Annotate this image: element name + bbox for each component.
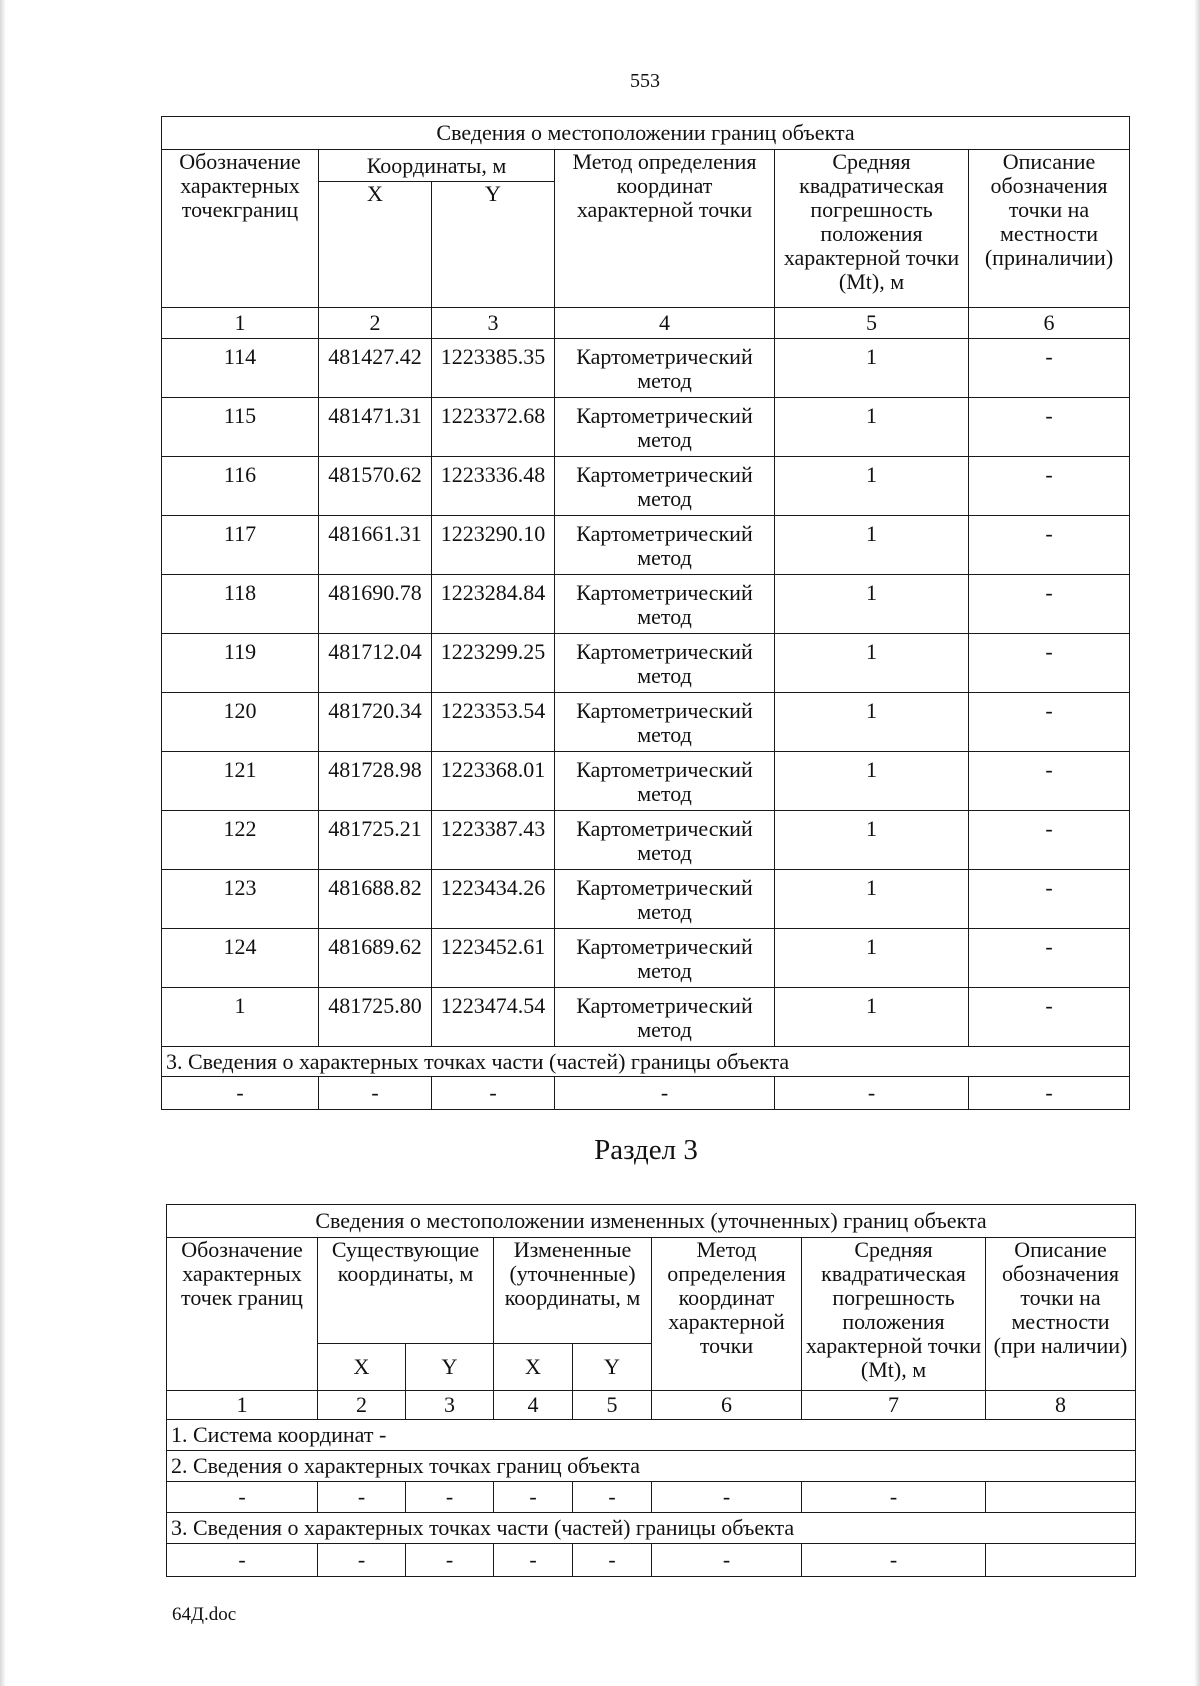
column-number: 7 <box>802 1391 986 1420</box>
cell-description: - <box>969 693 1130 752</box>
cell-y: 1223290.10 <box>432 516 555 575</box>
boundary-location-table <box>161 116 1130 1110</box>
cell-dash: - <box>573 1544 652 1577</box>
column-number: 2 <box>318 1391 406 1420</box>
cell-description: - <box>969 339 1130 398</box>
cell-dash: - <box>494 1544 573 1577</box>
cell-point: 121 <box>162 752 319 811</box>
cell-x: 481720.34 <box>319 693 432 752</box>
cell-dash: - <box>319 1077 432 1110</box>
cell-y: 1223387.43 <box>432 811 555 870</box>
cell-error: 1 <box>775 870 969 929</box>
table-row <box>162 870 1130 929</box>
cell-dash: - <box>167 1544 318 1577</box>
cell-y: 1223372.68 <box>432 398 555 457</box>
cell-description: - <box>969 929 1130 988</box>
cell-dash: - <box>432 1077 555 1110</box>
cell-method: Картометрический метод <box>555 339 775 398</box>
header-y: Y <box>432 182 555 308</box>
cell-method: Картометрический метод <box>555 457 775 516</box>
header-coordinates: Координаты, м <box>319 150 555 182</box>
cell-error: 1 <box>775 811 969 870</box>
cell-error: 1 <box>775 575 969 634</box>
cell-y: 1223452.61 <box>432 929 555 988</box>
table-row <box>162 398 1130 457</box>
cell-method: Картометрический метод <box>555 693 775 752</box>
cell-description: - <box>969 575 1130 634</box>
header-changed-coordinates: Измененные (уточненные) координаты, м <box>494 1238 652 1344</box>
footer-file-name: 64Д.doc <box>172 1604 237 1625</box>
cell-point: 115 <box>162 398 319 457</box>
cell-method: Картометрический метод <box>555 575 775 634</box>
parts-heading-row: 3. Сведения о характерных точках части (частей) границы объекта <box>167 1513 1136 1544</box>
cell-dash: - <box>555 1077 775 1110</box>
header-error: Средняя квадратическая погрешность положения характерной точки (Mt), м <box>802 1238 986 1391</box>
cell-method: Картометрический метод <box>555 870 775 929</box>
table-row <box>162 634 1130 693</box>
points-heading-row: 2. Сведения о характерных точках границ объекта <box>167 1451 1136 1482</box>
cell-dash: - <box>775 1077 969 1110</box>
cell-x: 481570.62 <box>319 457 432 516</box>
table-row <box>162 988 1130 1047</box>
cell-x: 481688.82 <box>319 870 432 929</box>
section-heading: Раздел 3 <box>594 1134 698 1166</box>
cell-dash: - <box>406 1482 494 1513</box>
column-number: 4 <box>494 1391 573 1420</box>
cell-y: 1223284.84 <box>432 575 555 634</box>
cell-point: 118 <box>162 575 319 634</box>
cell-x: 481427.42 <box>319 339 432 398</box>
cell-dash: - <box>406 1544 494 1577</box>
column-number: 4 <box>555 308 775 339</box>
header-designation: Обозначение характерных точекграниц <box>162 150 319 308</box>
cell-point: 122 <box>162 811 319 870</box>
cell-dash: - <box>802 1482 986 1513</box>
column-number: 3 <box>406 1391 494 1420</box>
cell-dash: - <box>652 1544 802 1577</box>
parts-row <box>162 1077 1130 1110</box>
cell-y: 1223336.48 <box>432 457 555 516</box>
cell-description: - <box>969 988 1130 1047</box>
cell-x: 481712.04 <box>319 634 432 693</box>
cell-dash: - <box>573 1482 652 1513</box>
cell-dash <box>986 1482 1136 1513</box>
cell-dash: - <box>318 1482 406 1513</box>
cell-method: Картометрический метод <box>555 811 775 870</box>
table-row <box>162 752 1130 811</box>
column-number: 6 <box>969 308 1130 339</box>
table-row <box>162 693 1130 752</box>
column-number: 1 <box>167 1391 318 1420</box>
cell-point: 120 <box>162 693 319 752</box>
cell-y: 1223368.01 <box>432 752 555 811</box>
header-existing-coordinates: Существующие координаты, м <box>318 1238 494 1344</box>
cell-error: 1 <box>775 693 969 752</box>
cell-error: 1 <box>775 516 969 575</box>
cell-method: Картометрический метод <box>555 398 775 457</box>
cell-y: 1223474.54 <box>432 988 555 1047</box>
cell-description: - <box>969 516 1130 575</box>
table-row <box>162 516 1130 575</box>
cell-method: Картометрический метод <box>555 634 775 693</box>
cell-point: 123 <box>162 870 319 929</box>
header-method: Метод определения координат характерной точки <box>652 1238 802 1391</box>
cell-point: 1 <box>162 988 319 1047</box>
cell-y: 1223353.54 <box>432 693 555 752</box>
page-number: 553 <box>630 70 660 92</box>
cell-dash: - <box>162 1077 319 1110</box>
table-row <box>162 929 1130 988</box>
cell-error: 1 <box>775 752 969 811</box>
cell-point: 116 <box>162 457 319 516</box>
cell-error: 1 <box>775 929 969 988</box>
header-changed-x: X <box>494 1344 573 1391</box>
cell-x: 481661.31 <box>319 516 432 575</box>
cell-method: Картометрический метод <box>555 516 775 575</box>
table-row <box>162 457 1130 516</box>
table-row <box>162 339 1130 398</box>
cell-x: 481728.98 <box>319 752 432 811</box>
cell-point: 114 <box>162 339 319 398</box>
column-number: 6 <box>652 1391 802 1420</box>
cell-description: - <box>969 752 1130 811</box>
cell-dash: - <box>167 1482 318 1513</box>
cell-error: 1 <box>775 634 969 693</box>
cell-x: 481725.21 <box>319 811 432 870</box>
cell-description: - <box>969 457 1130 516</box>
cell-x: 481471.31 <box>319 398 432 457</box>
cell-error: 1 <box>775 988 969 1047</box>
header-method: Метод определения координат характерной точки <box>555 150 775 308</box>
cell-dash: - <box>318 1544 406 1577</box>
cell-point: 124 <box>162 929 319 988</box>
cell-point: 119 <box>162 634 319 693</box>
cell-description: - <box>969 870 1130 929</box>
column-number: 1 <box>162 308 319 339</box>
cell-method: Картометрический метод <box>555 929 775 988</box>
parts-heading-row: 3. Сведения о характерных точках части (частей) границы объекта <box>162 1047 1130 1077</box>
cell-x: 481725.80 <box>319 988 432 1047</box>
column-number: 5 <box>573 1391 652 1420</box>
cell-dash: - <box>494 1482 573 1513</box>
cell-y: 1223434.26 <box>432 870 555 929</box>
column-number: 2 <box>319 308 432 339</box>
column-number: 5 <box>775 308 969 339</box>
cell-error: 1 <box>775 457 969 516</box>
header-changed-y: Y <box>573 1344 652 1391</box>
cell-point: 117 <box>162 516 319 575</box>
table-row <box>162 811 1130 870</box>
cell-x: 481690.78 <box>319 575 432 634</box>
header-existing-y: Y <box>406 1344 494 1391</box>
header-error: Средняя квадратическая погрешность положения характерной точки (Mt), м <box>775 150 969 308</box>
cell-method: Картометрический метод <box>555 988 775 1047</box>
scan-edge-left <box>0 0 6 1686</box>
changed-boundary-table <box>166 1204 1136 1577</box>
header-description: Описание обозначения точки на местности (приналичии) <box>969 150 1130 308</box>
cell-dash: - <box>802 1544 986 1577</box>
cell-dash: - <box>652 1482 802 1513</box>
header-designation: Обозначение характерных точек границ <box>167 1238 318 1391</box>
scan-edge-right <box>1194 0 1200 1686</box>
cell-y: 1223385.35 <box>432 339 555 398</box>
table-title: Сведения о местоположении границ объекта <box>162 117 1130 150</box>
cell-dash <box>986 1544 1136 1577</box>
cell-description: - <box>969 811 1130 870</box>
header-x: X <box>319 182 432 308</box>
header-existing-x: X <box>318 1344 406 1391</box>
cell-dash: - <box>969 1077 1130 1110</box>
cell-method: Картометрический метод <box>555 752 775 811</box>
cell-error: 1 <box>775 339 969 398</box>
column-number: 8 <box>986 1391 1136 1420</box>
cell-error: 1 <box>775 398 969 457</box>
table-title: Сведения о местоположении измененных (уточненных) границ объекта <box>167 1205 1136 1238</box>
table-row <box>162 575 1130 634</box>
cell-description: - <box>969 634 1130 693</box>
header-description: Описание обозначения точки на местности (при наличии) <box>986 1238 1136 1391</box>
column-number: 3 <box>432 308 555 339</box>
cell-x: 481689.62 <box>319 929 432 988</box>
cell-y: 1223299.25 <box>432 634 555 693</box>
cell-description: - <box>969 398 1130 457</box>
coordinate-system-row: 1. Система координат - <box>167 1420 1136 1451</box>
